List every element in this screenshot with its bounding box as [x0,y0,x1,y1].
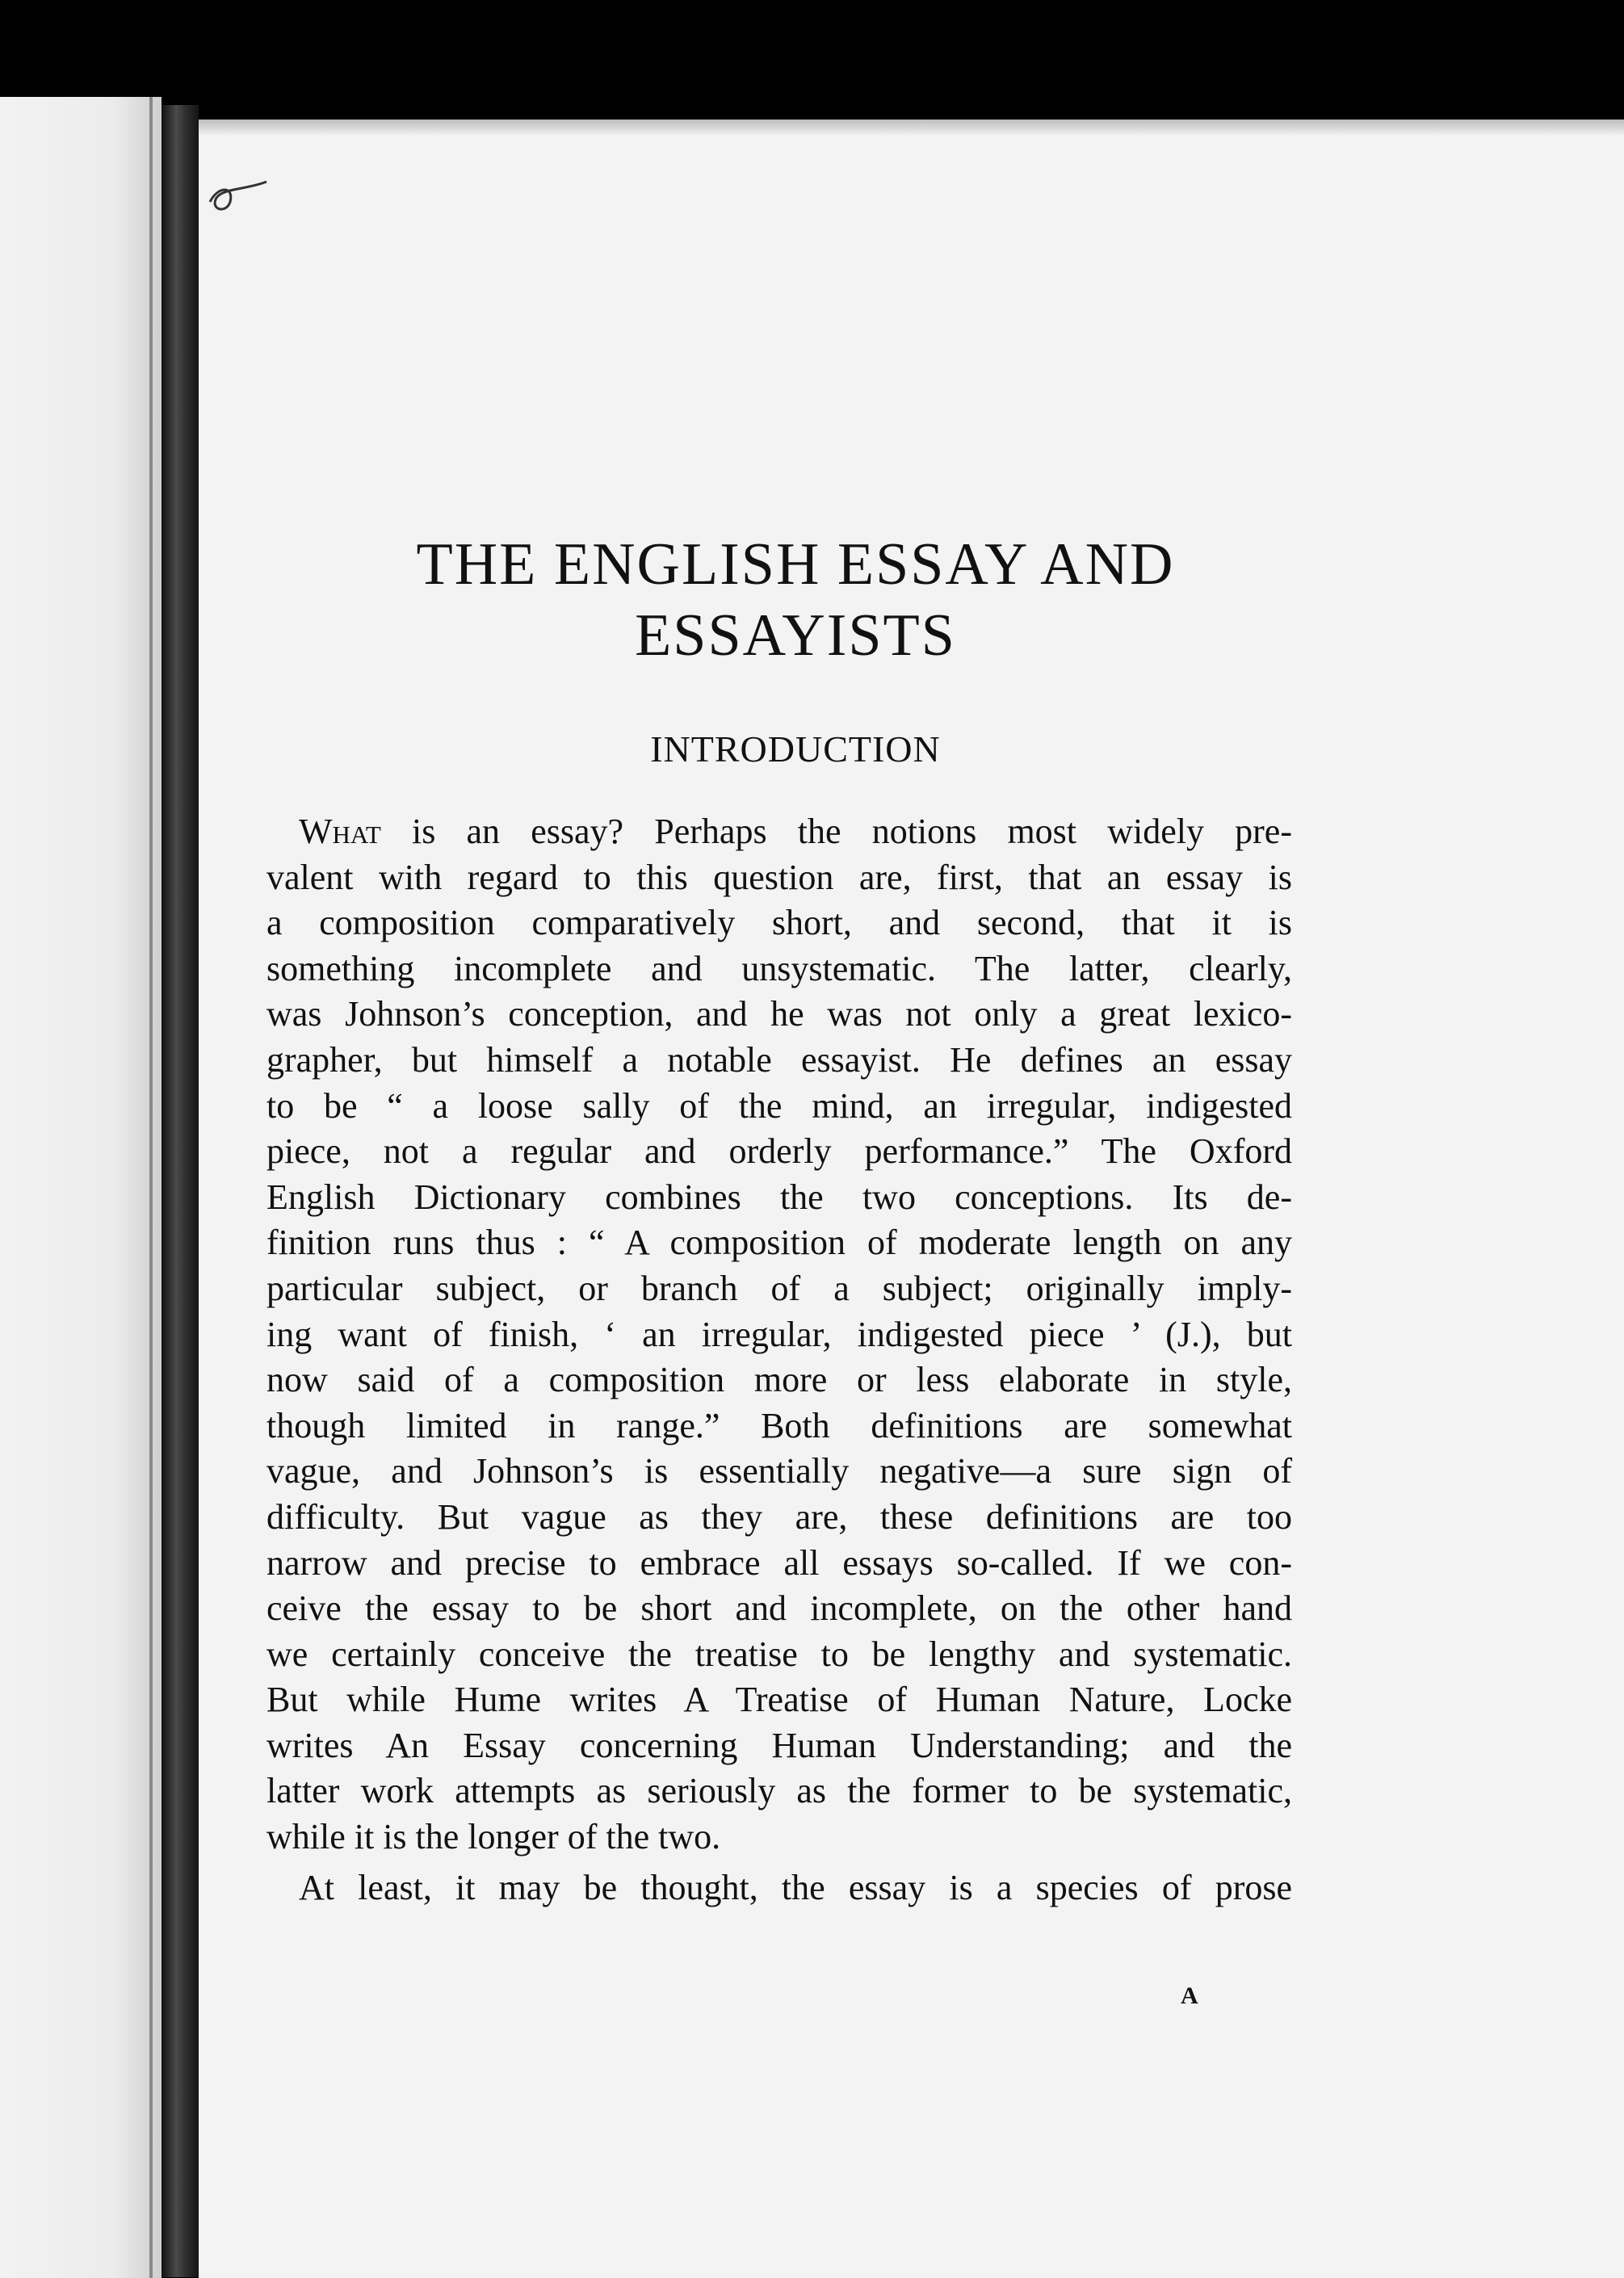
pencil-mark-icon [202,174,275,222]
text-line: to be “ a loose sally of the mind, an irregular, indigested [266,1085,1292,1126]
text-line: latter work attempts as seriously as the former to be systematic, [266,1771,1292,1811]
text-line: piece, not a regular and orderly performance.” The Oxford [266,1131,1292,1172]
drop-word: What [299,812,381,851]
text-line: though limited in range.” Both definitions are somewhat [266,1405,1292,1445]
text-line: vague, and Johnson’s is essentially negative—a sure sign of [266,1451,1292,1491]
signature-mark: A [1181,1982,1198,2009]
previous-page-edge [0,97,162,2278]
text-line: ceive the essay to be short and incomplete, on the other hand [266,1588,1292,1629]
text-line: something incomplete and unsystematic. The latter, clearly, [266,948,1292,988]
book-title [266,529,1292,671]
paragraph [266,1865,1292,1911]
section-heading: INTRODUCTION [650,728,941,770]
text-line: finition runs thus : “ A composition of moderate length on any [266,1223,1292,1263]
book-title-line: ESSAYISTS [635,602,956,669]
text-line: was Johnson’s conception, and he was not only a great lexico- [266,994,1292,1034]
text-line: valent with regard to this question are, first, that an essay is [266,857,1292,897]
paragraph [266,809,1292,1861]
book-gutter [162,105,199,2277]
text-line: But while Hume writes A Treatise of Human Nature, Locke [266,1680,1292,1720]
text-line: particular subject, or branch of a subject; originally imply- [266,1268,1292,1308]
page-content [266,529,1292,1911]
text-line: ing want of finish, ‘ an irregular, indigested piece ’ (J.), but [266,1314,1292,1354]
book-title-line: THE ENGLISH ESSAY AND [416,531,1175,598]
page-edge-line [149,97,153,2278]
text-line: a composition comparatively short, and second, that it is [266,903,1292,943]
text-line: English Dictionary combines the two conceptions. Its de- [266,1177,1292,1217]
text-line: we certainly conceive the treatise to be lengthy and systematic. [266,1634,1292,1674]
page-top-shadow [199,120,1624,136]
text-line: now said of a composition more or less elaborate in style, [266,1360,1292,1400]
text-line: grapher, but himself a notable essayist. He defines an essay [266,1039,1292,1080]
text-line: difficulty. But vague as they are, these definitions are too [266,1496,1292,1537]
text-line: writes An Essay concerning Human Understanding; and the [266,1725,1292,1765]
text-line: At least, it may be thought, the essay is a species of prose [299,1867,1292,1907]
text-line: while it is the longer of the two. [266,1817,721,1857]
text-fragment: is an essay? Perhaps the notions most widely pre- [380,812,1292,851]
text-line: narrow and precise to embrace all essays so-called. If we con- [266,1542,1292,1583]
text-line [266,809,1292,855]
